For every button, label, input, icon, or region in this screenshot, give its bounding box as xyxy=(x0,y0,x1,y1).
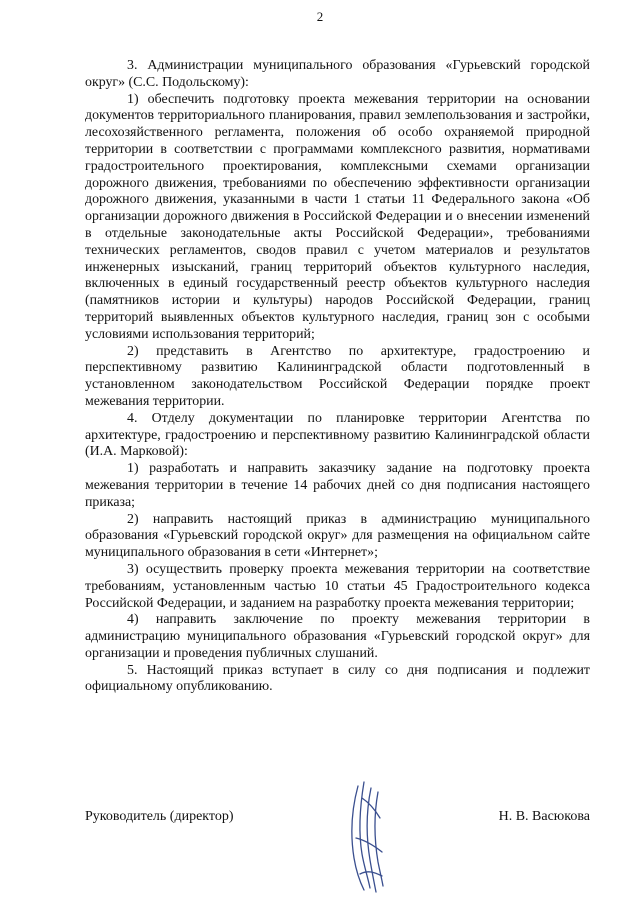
page-number: 2 xyxy=(316,9,324,24)
paragraph-4-4-send-conclusion: 4) направить заключение по проекту межевания территории в администрацию муниципального образования «Гурьевский городской округ» для организации и проведения публичных слушаний. xyxy=(85,612,590,661)
paragraph-5-effective-date: 5. Настоящий приказ вступает в силу со дня подписания и подлежит официальному опубликованию. xyxy=(85,662,590,695)
paragraph-3-1-ensure-preparation: 1) обеспечить подготовку проекта межевания территории на основании документов территориального планирования, правил землепользования и застройки, лесохозяйственного регламента, положения об особо охраняемой природной территории в соответствии с программами комплексного развития, нормативами градостроительного проектирования, комплексными схемами организации дорожного движения, требованиями по обеспечению эффективности организации дорожного движения, указанными в части 1 статьи 11 Федерального закона «Об организации дорожного движения в Российской Федерации и о внесении изменений в отдельные законодательные акты Российской Федерации», требованиями технических регламентов, сводов правил с учетом материалов и результатов инженерных изысканий, границ территорий объектов культурного наследия, включенных в единый государственный реестр объектов культурного наследия (памятников истории и культуры) народов Российской Федерации, границ территорий выявленных объектов культурного наследия, границ зон с особыми условиями использования территорий; xyxy=(85,91,590,342)
paragraph-4-3-check-project: 3) осуществить проверку проекта межевания территории на соответствие требованиям, установленным частью 10 статьи 45 Градостроительного кодекса Российской Федерации, и заданием на разработку проекта межевания территории; xyxy=(85,561,590,611)
document-body xyxy=(85,58,590,696)
signer-title: Руководитель (директор) xyxy=(85,809,234,824)
paragraph-3-administration: 3. Администрации муниципального образования «Гурьевский городской округ» (С.С. Подольскому): xyxy=(85,58,590,90)
signature-block xyxy=(85,808,590,828)
paragraph-3-2-submit-project: 2) представить в Агентство по архитектуре, градостроению и перспективному развитию Калининградской области подготовленный в установленном законодательством Российской Федерации порядке проект межевания территории. xyxy=(85,343,590,409)
paragraph-4-2-send-order: 2) направить настоящий приказ в администрацию муниципального образования «Гурьевский городской округ» для размещения на официальном сайте муниципального образования в сети «Интернет»; xyxy=(85,511,590,561)
signer-name: Н. В. Васюкова xyxy=(498,809,590,824)
paragraph-4-1-develop-assignment: 1) разработать и направить заказчику задание на подготовку проекта межевания территории в течение 14 рабочих дней со дня подписания настоящего приказа; xyxy=(85,461,590,510)
handwritten-signature xyxy=(338,778,400,898)
paragraph-4-documentation-department: 4. Отделу документации по планировке территории Агентства по архитектуре, градостроению и перспективному развитию Калининградской области (И.А. Марковой): xyxy=(85,410,590,460)
